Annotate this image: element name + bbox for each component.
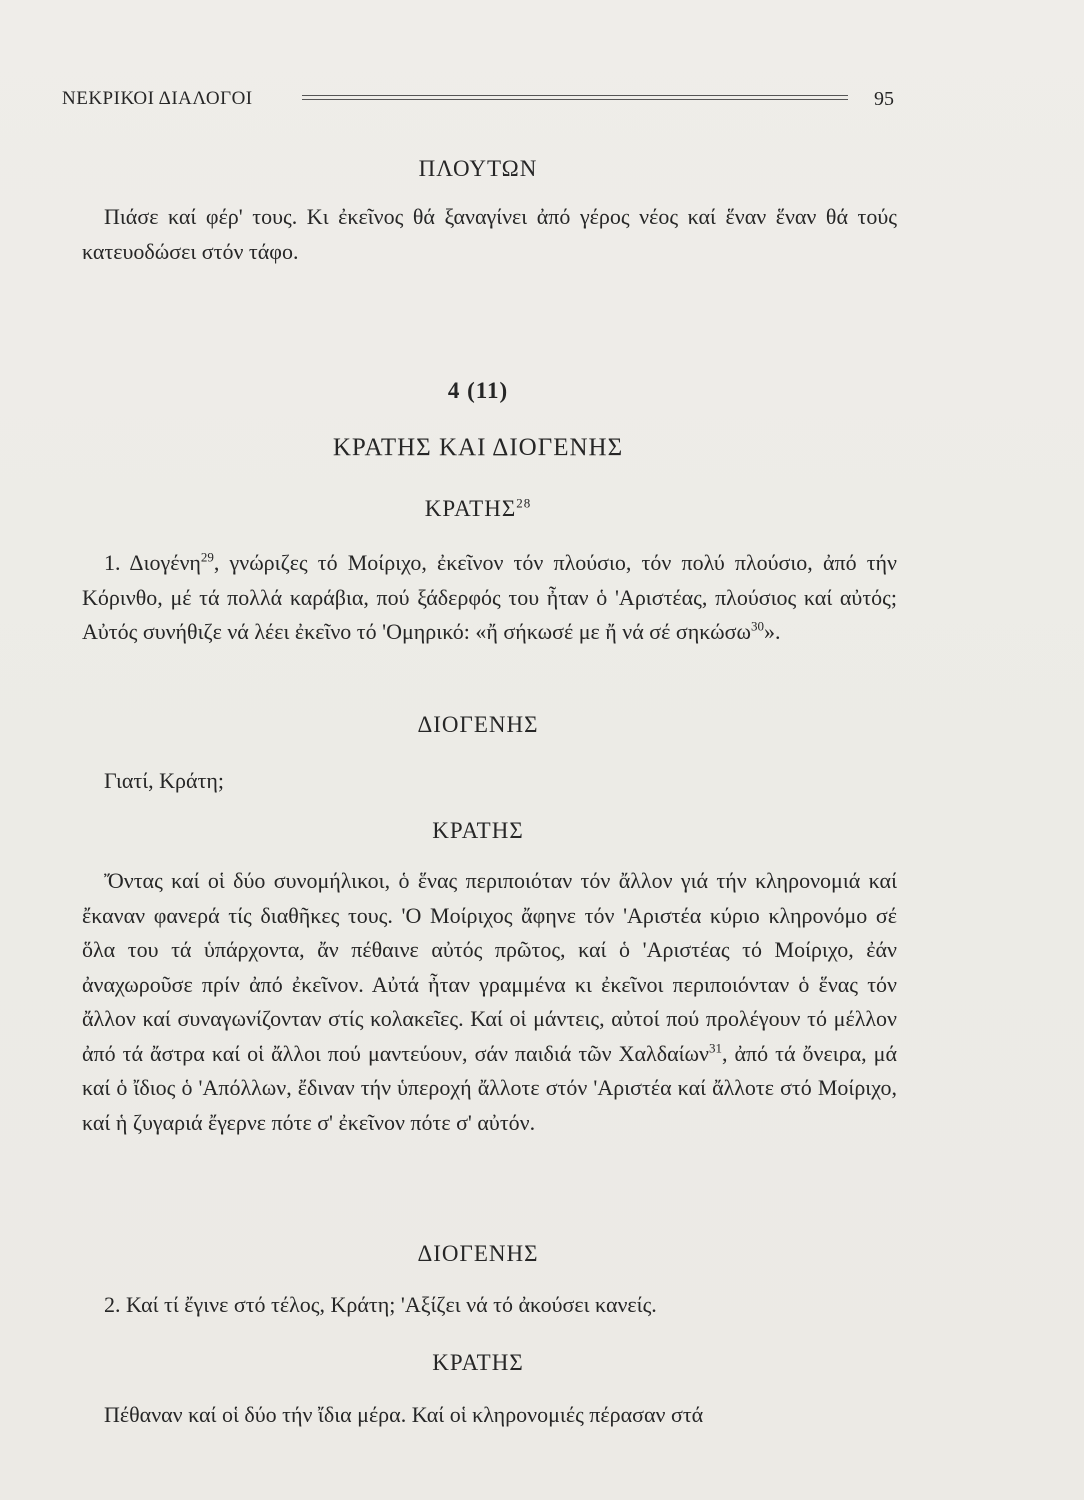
footnote-ref-31: 31: [708, 1040, 722, 1056]
diogenes-speech-2: 2. Καί τί ἔγινε στό τέλος, Κράτη; 'Αξίζει νά τό ἀκούσει κανείς.: [104, 1292, 657, 1317]
krates-speech-2: [82, 864, 897, 1140]
diogenes-speech-1: Γιατί, Κράτη;: [104, 768, 225, 793]
footnote-ref-29: 29: [200, 549, 214, 565]
speaker-diogenes-2: ΔΙΟΓΕΝΗΣ: [417, 1241, 539, 1266]
running-title: ΝΕΚΡΙΚΟΙ ΔΙΑΛΟΓΟΙ: [62, 88, 253, 109]
paragraph-number: 1.: [104, 550, 121, 575]
speaker-diogenes-1: ΔΙΟΓΕΝΗΣ: [417, 712, 539, 737]
header-double-rule: [302, 95, 848, 100]
speaker-label: ΚΡΑΤΗΣ: [424, 496, 517, 521]
speaker-krates-2: ΚΡΑΤΗΣ: [432, 818, 524, 843]
text-run: Διογένη: [120, 550, 201, 575]
section-title: ΚΡΑΤΗΣ ΚΑΙ ΔΙΟΓΕΝΗΣ: [332, 434, 624, 461]
krates-speech-3: Πέθαναν καί οἱ δύο τήν ἴδια μέρα. Καί οἱ κληρονομιές πέρασαν στά: [104, 1402, 704, 1427]
page-number: 95: [874, 88, 894, 110]
text-run: ».: [763, 619, 781, 644]
krates-speech-1: [82, 546, 897, 650]
footnote-ref-30: 30: [750, 618, 764, 634]
ploutwn-speech: Πιάσε καί φέρ' τους. Κι ἐκεῖνος θά ξαναγίνει ἀπό γέρος νέος καί ἕναν ἕναν θά τούς κατευοδώσει στόν τάφο.: [82, 204, 897, 264]
section-number: 4 (11): [447, 378, 509, 403]
text-run: , γνώριζες τό Μοίριχο, ἐκεῖνον τόν πλούσιο, τόν πολύ πλούσιο, ἀπό τήν Κόρινθο, μέ τά πολλά καράβια, πού ξάδερφός του ἦταν ὁ 'Αριστέας, πλούσιος καί αὐτός; Αὐτός συνήθιζε νά λέει ἐκεῖνο τό 'Ομηρικό: «ἤ σήκωσέ με ἤ νά σέ σηκώσω: [82, 550, 897, 644]
text-run: Ὄντας καί οἱ δύο συνομήλικοι, ὁ ἕνας περιποιόταν τόν ἄλλον γιά τήν κληρονομιά καί ἔκαναν φανερά τίς διαθῆκες τους. 'Ο Μοίριχος ἄφηνε τόν 'Αριστέα κύριο κληρονόμο σέ ὅλα του τά ὑπάρχοντα, ἄν πέθαινε αὐτός πρῶτος, καί ὁ 'Αριστέας τό Μοίριχο, ἐάν ἀναχωροῦσε πρίν ἀπό ἐκεῖνον. Αὐτά ἦταν γραμμένα κι ἐκεῖνοι περιποιόνταν ὁ ἕνας τόν ἄλλον καί συναγωνίζονταν στίς κολακεῖες. Καί οἱ μάντεις, αὐτοί πού προλέγουν τό μέλλον ἀπό τά ἄστρα καί οἱ ἄλλοι πού μαντεύουν, σάν παιδιά τῶν Χαλδαίων: [82, 868, 897, 1066]
speaker-krates-1: [62, 496, 894, 522]
speaker-krates-3: ΚΡΑΤΗΣ: [432, 1350, 524, 1375]
footnote-ref-28: 28: [516, 495, 532, 511]
speaker-ploutwn: ΠΛΟΥΤΩΝ: [418, 156, 538, 181]
running-header: [62, 86, 894, 114]
text-run: , ἀπό τά ὄνειρα, μά καί ὁ ἴδιος ὁ 'Απόλλων, ἔδιναν τήν ὑπεροχή ἄλλοτε στόν 'Αριστέα καί ἄλλοτε στό Μοίριχο, καί ἡ ζυγαριά ἔγερνε πότε σ' ἐκεῖνον πότε σ' αὐτόν.: [82, 1040, 897, 1135]
